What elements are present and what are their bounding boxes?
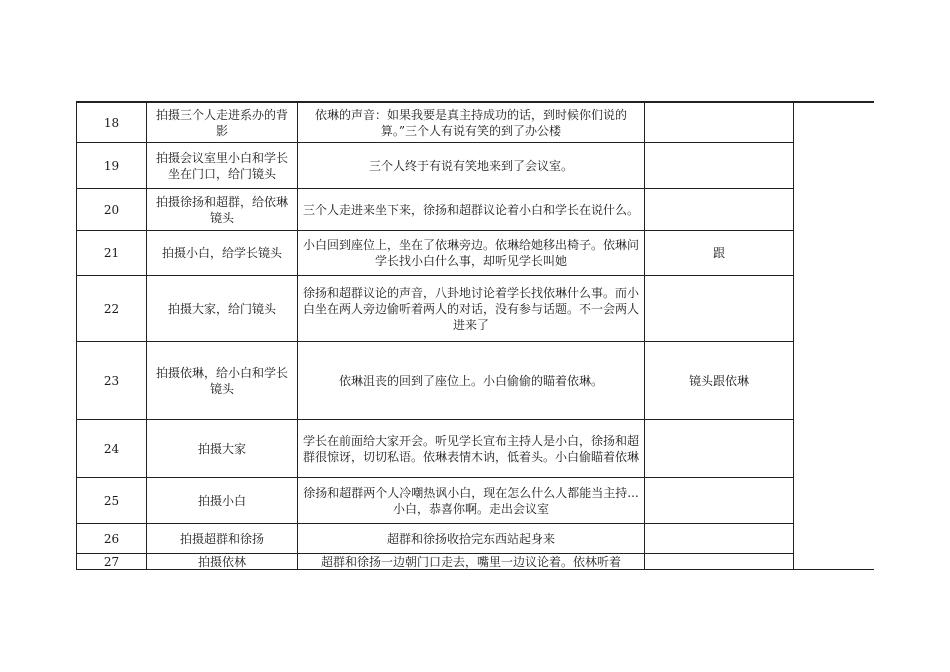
camera-note: 跟 — [645, 231, 794, 276]
shot-script-table — [76, 102, 874, 570]
camera-note — [645, 276, 794, 342]
scene-content: 徐扬和超群两个人冷嘲热讽小白，现在怎么什么人都能当主持...小白，恭喜你啊。走出会议室 — [298, 478, 645, 524]
table-row — [77, 478, 875, 524]
scene-content: 超群和徐扬一边朝门口走去，嘴里一边议论着。依林听着 — [298, 554, 645, 571]
shot-description: 拍摄小白 — [147, 478, 298, 524]
camera-note — [645, 103, 794, 143]
shot-number: 22 — [77, 276, 147, 342]
camera-note: 镜头跟依琳 — [645, 342, 794, 420]
camera-note — [645, 478, 794, 524]
table-row — [77, 189, 875, 231]
script-table-page — [76, 101, 874, 570]
shot-description: 拍摄会议室里小白和学长坐在门口，给门镜头 — [147, 143, 298, 189]
table-row — [77, 143, 875, 189]
scene-content: 依琳沮丧的回到了座位上。小白偷偷的瞄着依琳。 — [298, 342, 645, 420]
shot-number: 20 — [77, 189, 147, 231]
scene-content: 三个人终于有说有笑地来到了会议室。 — [298, 143, 645, 189]
shot-description: 拍摄小白，给学长镜头 — [147, 231, 298, 276]
scene-content: 学长在前面给大家开会。听见学长宣布主持人是小白，徐扬和超群很惊讶，切切私语。依琳表情木讷，低着头。小白偷瞄着依琳 — [298, 420, 645, 478]
shot-number: 25 — [77, 478, 147, 524]
blank-column-cell — [794, 103, 875, 571]
scene-content: 三个人走进来坐下来，徐扬和超群议论着小白和学长在说什么。 — [298, 189, 645, 231]
shot-description: 拍摄依琳，给小白和学长镜头 — [147, 342, 298, 420]
table-row — [77, 554, 875, 571]
camera-note — [645, 524, 794, 554]
camera-note — [645, 554, 794, 571]
shot-description: 拍摄超群和徐扬 — [147, 524, 298, 554]
table-row — [77, 342, 875, 420]
shot-number: 23 — [77, 342, 147, 420]
shot-number: 18 — [77, 103, 147, 143]
shot-description: 拍摄徐扬和超群，给依琳镜头 — [147, 189, 298, 231]
table-row — [77, 103, 875, 143]
shot-description: 拍摄大家，给门镜头 — [147, 276, 298, 342]
table-row — [77, 231, 875, 276]
scene-content: 依琳的声音：如果我要是真主持成功的话，到时候你们说的算。”三个人有说有笑的到了办公楼 — [298, 103, 645, 143]
shot-number: 21 — [77, 231, 147, 276]
scene-content: 徐扬和超群议论的声音，八卦地讨论着学长找依琳什么事。而小白坐在两人旁边偷听着两人的对话，没有参与话题。不一会两人进来了 — [298, 276, 645, 342]
shot-number: 26 — [77, 524, 147, 554]
shot-number: 19 — [77, 143, 147, 189]
shot-description: 拍摄依林 — [147, 554, 298, 571]
camera-note — [645, 189, 794, 231]
shot-description: 拍摄三个人走进系办的背影 — [147, 103, 298, 143]
scene-content: 小白回到座位上，坐在了依琳旁边。依琳给她移出椅子。依琳问学长找小白什么事，却听见学长叫她 — [298, 231, 645, 276]
shot-description: 拍摄大家 — [147, 420, 298, 478]
table-row — [77, 276, 875, 342]
scene-content: 超群和徐扬收拾完东西站起身来 — [298, 524, 645, 554]
shot-number: 27 — [77, 554, 147, 571]
table-row — [77, 420, 875, 478]
camera-note — [645, 420, 794, 478]
shot-number: 24 — [77, 420, 147, 478]
table-row — [77, 524, 875, 554]
camera-note — [645, 143, 794, 189]
